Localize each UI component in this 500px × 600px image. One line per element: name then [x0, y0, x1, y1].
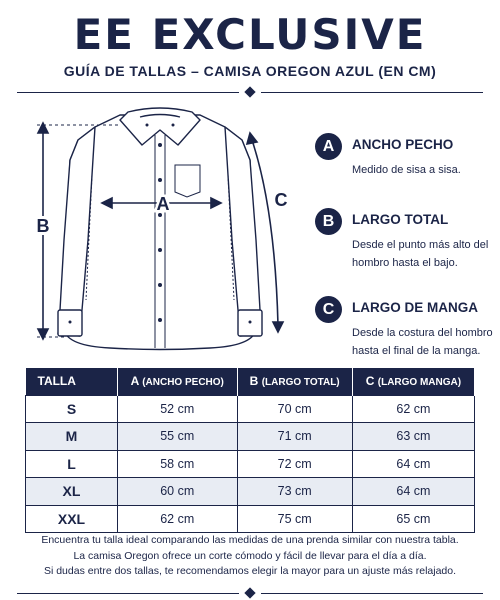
table-row: [26, 505, 475, 533]
value-c-cell: 63 cm: [352, 423, 474, 451]
size-cell: XXL: [26, 505, 118, 533]
brand-title: EE EXCLUSIVE: [73, 10, 427, 59]
value-c-cell: 64 cm: [352, 478, 474, 506]
table-row: [26, 478, 475, 506]
legend-desc-b: Desde el punto más alto del hombro hasta el bajo.: [352, 239, 489, 269]
value-c-cell: 64 cm: [352, 450, 474, 478]
value-b-cell: 73 cm: [237, 478, 352, 506]
col-header-c: C (LARGO MANGA): [352, 368, 474, 395]
footer-line: Si dudas entre dos tallas, te recomendamos elegir la mayor para un ajuste más relajado.: [43, 565, 457, 577]
legend-desc-a: Medido de sisa a sisa.: [352, 164, 461, 176]
page-subtitle: GUÍA DE TALLAS – CAMISA OREGON AZUL (EN CM): [63, 63, 437, 79]
value-a-cell: 58 cm: [118, 450, 238, 478]
value-b-cell: 71 cm: [237, 423, 352, 451]
diamond-ornament-icon: [244, 587, 255, 598]
divider-right: [261, 92, 483, 93]
footer-line: La camisa Oregon ofrece un corte cómodo y fácil de llevar para el día a día.: [73, 549, 427, 562]
footer-line: Encuentra tu talla ideal comparando las medidas de una prenda similar con nuestra tabla.: [41, 534, 459, 546]
value-a-cell: 60 cm: [118, 478, 238, 506]
size-cell: XL: [26, 478, 118, 506]
value-a-cell: 52 cm: [118, 395, 238, 423]
size-cell: L: [26, 450, 118, 478]
value-b-cell: 75 cm: [237, 505, 352, 533]
measure-c-label: C: [274, 190, 288, 210]
col-header-talla: TALLA: [26, 368, 118, 395]
table-row: [26, 423, 475, 451]
divider-left: [17, 92, 239, 93]
table-row: [26, 395, 475, 423]
legend-title-a: ANCHO PECHO: [352, 137, 454, 152]
value-c-cell: 62 cm: [352, 395, 474, 423]
legend-desc-c: Desde la costura del hombro hasta el final de la manga.: [352, 327, 493, 357]
size-table: [25, 368, 475, 533]
badge-a-icon: A: [315, 133, 342, 160]
footer-notes: [0, 533, 500, 580]
col-header-b: B (LARGO TOTAL): [237, 368, 352, 395]
legend-title-b: LARGO TOTAL: [352, 212, 449, 227]
badge-c-icon: C: [315, 296, 342, 323]
value-b-cell: 72 cm: [237, 450, 352, 478]
divider-bottom-left: [17, 593, 239, 594]
badge-b-icon: B: [315, 208, 342, 235]
table-row: [26, 450, 475, 478]
value-a-cell: 62 cm: [118, 505, 238, 533]
diamond-ornament-icon: [244, 86, 255, 97]
size-cell: M: [26, 423, 118, 451]
col-header-a: A (ANCHO PECHO): [118, 368, 238, 395]
divider-bottom-right: [261, 593, 483, 594]
table-header-row: [26, 368, 475, 395]
value-c-cell: 65 cm: [352, 505, 474, 533]
measure-a-label: A: [156, 194, 170, 214]
value-b-cell: 70 cm: [237, 395, 352, 423]
legend-title-c: LARGO DE MANGA: [352, 300, 478, 315]
measure-b-label: B: [36, 216, 50, 236]
value-a-cell: 55 cm: [118, 423, 238, 451]
size-cell: S: [26, 395, 118, 423]
shirt-diagram: [0, 100, 310, 360]
